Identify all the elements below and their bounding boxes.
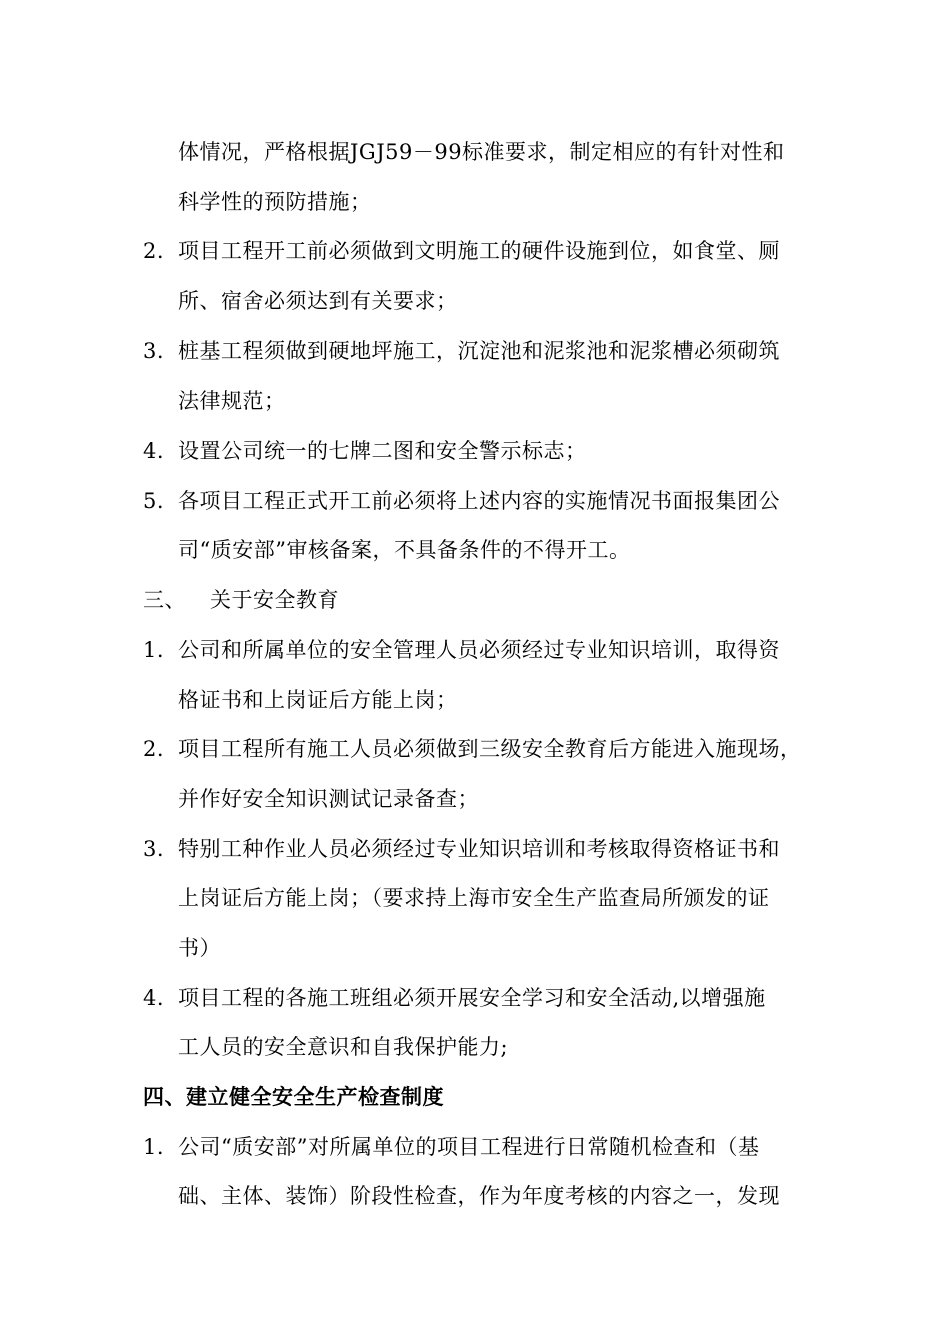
list-number: 3. [143,339,165,363]
list-number: 1. [143,1135,165,1159]
section-number: 三、 [143,588,186,612]
list-number: 3. [143,837,165,861]
list-number: 5. [143,489,165,513]
section-title: 关于安全教育 [210,588,339,612]
list-number: 4. [143,986,165,1010]
list-number: 1. [143,638,165,662]
list-number: 2. [143,737,165,761]
list-number: 2. [143,239,165,263]
list-number: 4. [143,439,165,463]
document-page: 体情况，严格根据JGJ59－99标准要求，制定相应的有针对性和 科学性的预防措施； 2. 项目工程开工前必须做到文明施工的硬件设施到位，如食堂、厕 所、宿舍必须达到有关要求； 3. 桩基工程须做到硬地坪施工，沉淀池和泥浆池和泥浆槽必须砌筑 法律规范； 4. 设置公司统一的七牌二图和安全警示标志； 5. 各项目工程正式开工前必须将上述内容的实施情况书面报集团公 司“质安部”审核备案，不具备条件的不得开工。 三、 关于安全教育 1. 公司和所属单位的安全管理人员必须经过专业知识培训，取得资 格证书和上岗证后方能上岗； 2. 项目工程所有施工人员必须做到三级安全教育后方能进入施现场， 并作好安全知识测试记录备查； 3. 特别工种作业人员必须经过专业知识培训和考核取得资格证书和 上岗证后方能上岗；（要求持上海市安全生产监查局所颁发的证 书） 4. 项目工程的各施工班组必须开展安全学习和安全活动,以增强施 工人员的安全意识和自我保护能力; 四、建立健全安全生产检查制度 1. 公司“质安部”对所属单位的项目工程进行日常随机检查和（基 础、主体、装饰）阶段性检查，作为年度考核的内容之一，发现 [143,140,802,1208]
section-title: 四、建立健全安全生产检查制度 [143,1085,444,1109]
